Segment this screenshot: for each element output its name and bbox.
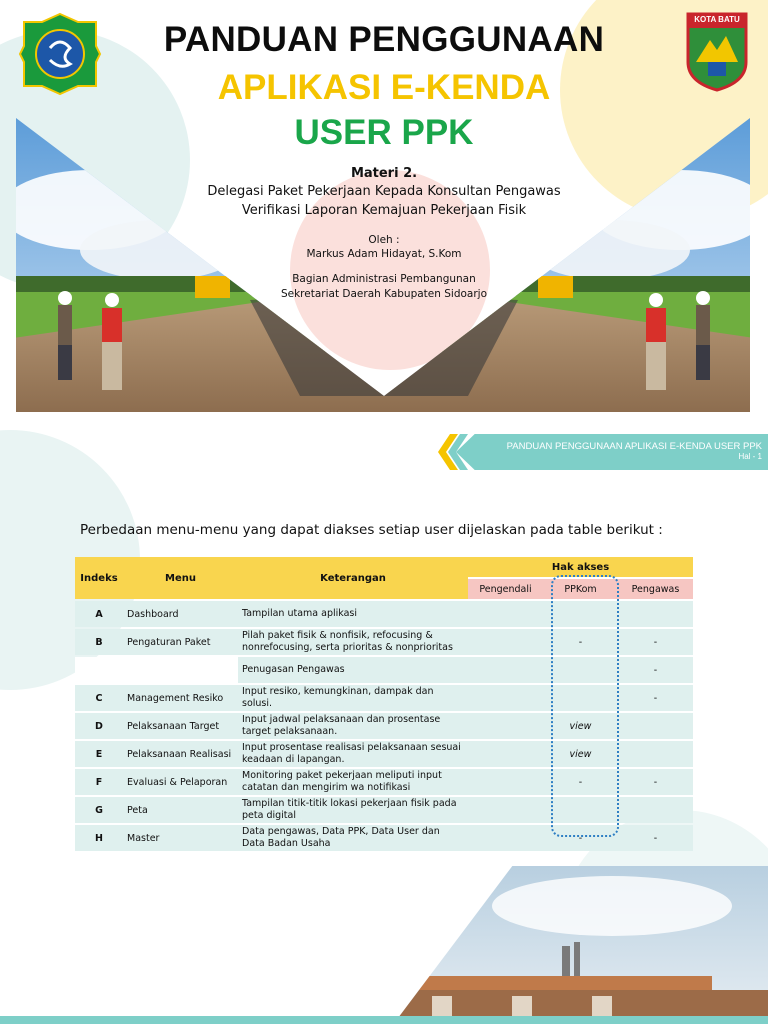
row-keterangan: Tampilan utama aplikasi [238, 601, 468, 627]
access-pengawas: - [618, 825, 693, 851]
row-index: G [75, 797, 123, 823]
footer-bar [0, 1016, 768, 1024]
table-row [75, 769, 693, 795]
row-menu: Master [123, 825, 238, 851]
access-ppkom: - [543, 825, 618, 851]
row-menu: Dashboard [123, 601, 238, 627]
access-pengendali [468, 741, 543, 767]
table-row [75, 601, 693, 627]
access-pengawas [618, 713, 693, 739]
access-ppkom: - [543, 629, 618, 655]
description-line-2: Verifikasi Laporan Kemajuan Pekerjaan Fisik [241, 203, 527, 218]
table-row [75, 685, 693, 711]
access-pengendali [468, 601, 543, 627]
table-row [75, 797, 693, 823]
access-pengawas: - [618, 657, 693, 683]
banner-title: PANDUAN PENGGUNAAN APLIKASI E-KENDA USER PPK [506, 441, 762, 452]
row-keterangan: Pilah paket fisik & nonfisik, refocusing & nonrefocusing, serta prioritas & nonprioritas [238, 629, 468, 655]
department-line-1: Bagian Administrasi Pembangunan [292, 273, 476, 285]
access-pengawas: - [618, 769, 693, 795]
header-hak-akses: Hak akses [468, 557, 693, 577]
access-pengawas [618, 741, 693, 767]
header-ppkom: PPKom [543, 579, 618, 599]
header-indeks: Indeks [75, 557, 123, 599]
access-ppkom [543, 797, 618, 823]
access-pengendali [468, 657, 543, 683]
title-line-2: APLIKASI E-KENDA [217, 68, 551, 107]
header-keterangan: Keterangan [238, 557, 468, 599]
building-photo [392, 866, 768, 1024]
access-pengawas [618, 601, 693, 627]
access-pengendali [468, 825, 543, 851]
header-menu: Menu [123, 557, 238, 599]
title-line-3: USER PPK [294, 113, 474, 152]
access-pengendali [468, 713, 543, 739]
department-line-2: Sekretariat Daerah Kabupaten Sidoarjo [280, 288, 488, 300]
row-menu [123, 657, 238, 683]
page-1 [0, 430, 768, 1024]
row-index [75, 657, 123, 683]
table-row [75, 825, 693, 851]
access-ppkom [543, 657, 618, 683]
access-table [75, 555, 693, 853]
access-pengawas [618, 797, 693, 823]
access-pengendali [468, 629, 543, 655]
materi-label: Materi 2. [350, 166, 418, 181]
row-index: C [75, 685, 123, 711]
row-index: D [75, 713, 123, 739]
row-menu: Evaluasi & Pelaporan [123, 769, 238, 795]
access-ppkom: - [543, 769, 618, 795]
row-menu: Pelaksanaan Target [123, 713, 238, 739]
cover-page [0, 0, 768, 430]
row-keterangan: Data pengawas, Data PPK, Data User dan Data Badan Usaha [238, 825, 468, 851]
row-menu: Peta [123, 797, 238, 823]
row-index: E [75, 741, 123, 767]
header-pengawas: Pengawas [618, 579, 693, 599]
row-index: H [75, 825, 123, 851]
row-menu: Management Resiko [123, 685, 238, 711]
row-keterangan: Input resiko, kemungkinan, dampak dan solusi. [238, 685, 468, 711]
row-keterangan: Monitoring paket pekerjaan meliputi input catatan dan mengirim wa notifikasi [238, 769, 468, 795]
row-keterangan: Penugasan Pengawas [238, 657, 468, 683]
table-row [75, 741, 693, 767]
oleh-label: Oleh : [368, 234, 400, 246]
header-pengendali: Pengendali [468, 579, 543, 599]
row-menu: Pengaturan Paket [123, 629, 238, 655]
kota-batu-label: KOTA BATU [694, 15, 740, 24]
row-keterangan: Input jadwal pelaksanaan dan prosentase target pelaksanaan. [238, 713, 468, 739]
access-pengawas: - [618, 629, 693, 655]
row-index: A [75, 601, 123, 627]
author-name: Markus Adam Hidayat, S.Kom [306, 248, 462, 260]
row-menu: Pelaksanaan Realisasi [123, 741, 238, 767]
table-row [75, 629, 693, 655]
row-keterangan: Tampilan titik-titik lokasi pekerjaan fisik pada peta digital [238, 797, 468, 823]
page-number: Hal - 1 [738, 452, 762, 461]
table-row [75, 713, 693, 739]
access-pengendali [468, 797, 543, 823]
access-pengendali [468, 685, 543, 711]
title-line-1: PANDUAN PENGGUNAAN [163, 20, 605, 59]
row-index: B [75, 629, 123, 655]
intro-text: Perbedaan menu-menu yang dapat diakses setiap user dijelaskan pada table berikut : [80, 522, 663, 538]
row-keterangan: Input prosentase realisasi pelaksanaan sesuai keadaan di lapangan. [238, 741, 468, 767]
table-row [75, 657, 693, 683]
access-ppkom: view [543, 713, 618, 739]
description-line-1: Delegasi Paket Pekerjaan Kepada Konsultan Pengawas [207, 184, 561, 199]
access-pengawas: - [618, 685, 693, 711]
access-ppkom [543, 601, 618, 627]
row-index: F [75, 769, 123, 795]
access-pengendali [468, 769, 543, 795]
access-ppkom: view [543, 741, 618, 767]
access-ppkom [543, 685, 618, 711]
